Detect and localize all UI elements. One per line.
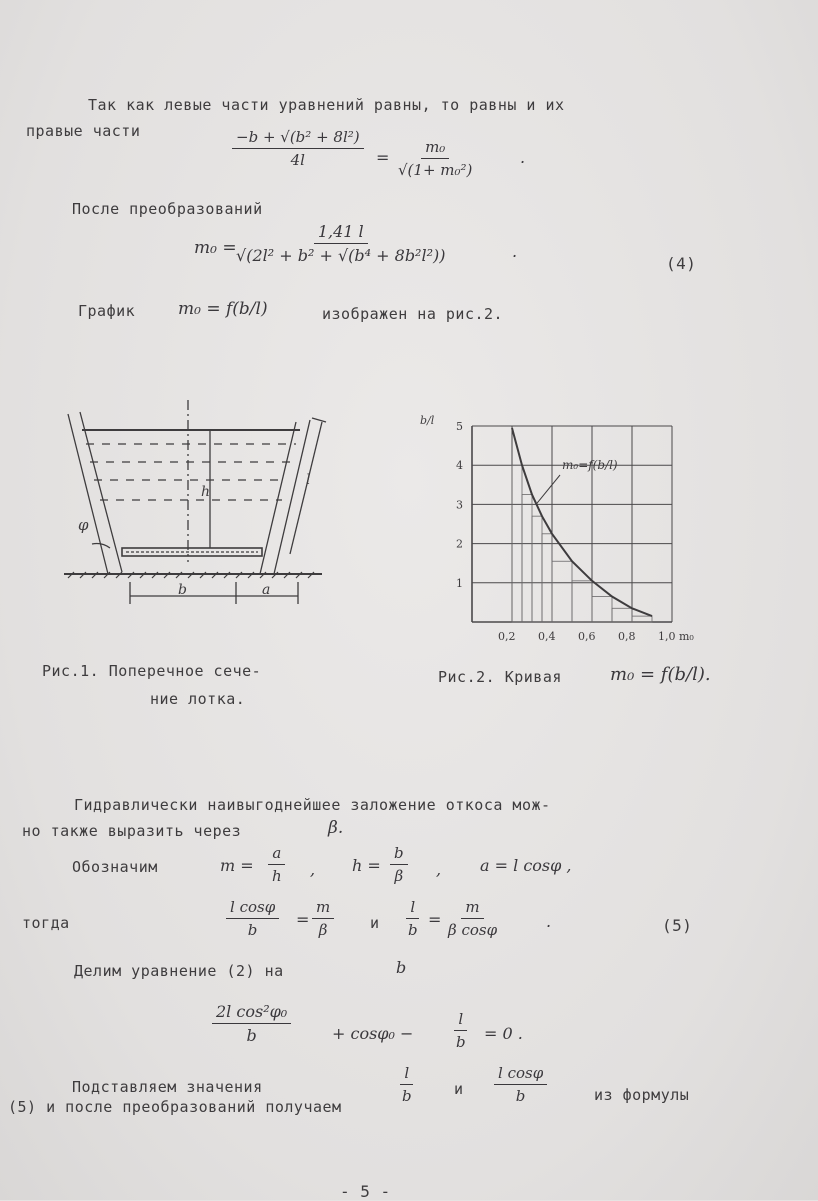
figure-1-caption: ние лотка. [150, 690, 246, 708]
y-axis-label: b/l [420, 414, 435, 427]
graph-formula: m₀ = f(b/l) [178, 299, 268, 319]
y-tick-label: 4 [456, 459, 463, 473]
x-tick-label: 0,2 [498, 630, 516, 643]
eq-div-middle: + cosφ₀ − [332, 1024, 414, 1043]
label-h: h [201, 484, 211, 500]
figure-2-caption-formula: m₀ = f(b/l). [610, 664, 711, 685]
figure-2-caption: Рис.2. Кривая [438, 668, 562, 686]
eq-div-fraction-2: $\frac{l}{b}$ [456, 1010, 466, 1051]
equation-4-lhs: m₀ = [194, 238, 237, 258]
page-number: - 5 - [340, 1182, 391, 1201]
label-l: l [306, 472, 311, 488]
paragraph-line: и [370, 914, 380, 932]
eq5-fraction-3: $\frac{l}{b}$ [408, 898, 418, 939]
x-tick-label: 0,4 [538, 630, 556, 643]
divide-b: b [396, 958, 407, 977]
label-b: b [178, 582, 187, 598]
paragraph-line: и [454, 1080, 464, 1098]
paragraph-line: Так как левые части уравнений равны, то равны и их [88, 96, 565, 114]
def-a: a = l cosφ , [480, 856, 572, 875]
def-m-fraction: $\frac{a}{h}$ [268, 844, 286, 885]
eq-div-fraction-1: $\frac{\text{2l cos²φ₀}}{b}$ [212, 1002, 291, 1045]
def-h-fraction: $\frac{b}{\beta}$ [390, 844, 408, 885]
curve-label-leader [536, 475, 560, 504]
label-a: a [262, 582, 271, 598]
equals-sign: = [376, 148, 390, 167]
figure-2-chart [410, 408, 694, 644]
paragraph-line: (5) и после преобразований получаем [8, 1098, 342, 1116]
equation-period: . [546, 912, 552, 931]
def-h-lhs: h = [352, 856, 381, 875]
chart-step-box [612, 608, 632, 622]
equals-sign: = [428, 910, 442, 929]
equation-period: . [512, 242, 518, 261]
paragraph-line: Делим уравнение (2) на [74, 962, 284, 980]
equation-period: . [520, 148, 526, 167]
paragraph-line: Подставляем значения [72, 1078, 263, 1096]
chart-step-box [552, 561, 572, 622]
eq5-fraction-2: $\frac{m}{\beta}$ [312, 898, 334, 939]
x-tick-label: 0,6 [578, 630, 596, 643]
paragraph-line: но также выразить через [22, 822, 242, 840]
chart-series-line [512, 428, 652, 616]
subst-fraction-1: $\frac{l}{b}$ [402, 1064, 412, 1105]
paragraph-line: График [78, 302, 136, 320]
x-tick-label: 1,0 m₀ [658, 630, 694, 643]
paragraph-line: Обозначим [72, 858, 158, 876]
paragraph-line: правые части [26, 122, 141, 140]
y-tick-label: 5 [456, 420, 463, 433]
chart-step-box [632, 616, 652, 622]
figure-1-caption: Рис.1. Поперечное сече- [42, 662, 262, 680]
paragraph-line: тогда [22, 914, 70, 932]
chart-step-box [522, 495, 532, 622]
y-tick-label: 2 [456, 537, 463, 551]
eq5-fraction-4: $\frac{m}{\text{β cosφ}}$ [448, 898, 498, 939]
paragraph-line: изображен на рис.2. [322, 305, 504, 323]
chart-step-box [532, 516, 542, 622]
eq5-fraction-1: $\frac{\text{l cosφ}}{b}$ [226, 898, 279, 939]
equation-number: (5) [662, 916, 693, 935]
chart-step-box [542, 534, 552, 622]
curve-label: m₀=f(b/l) [562, 458, 618, 473]
equation-lhs: $\frac{\text{−b + √(b² + 8l²)}}{4l}$ [232, 128, 364, 169]
subst-fraction-2: $\frac{\text{l cosφ}}{b}$ [494, 1064, 547, 1105]
chart-step-box [592, 597, 612, 622]
figure-1-cross-section [60, 392, 340, 622]
paragraph-line: Гидравлически наивыгоднейшее заложение откоса мож- [74, 796, 551, 814]
label-phi: φ [78, 516, 89, 534]
chart-step-box [572, 581, 592, 622]
equation-rhs: $\frac{\text{m₀}}{\text{√(1+ m₀²)}}$ [398, 138, 473, 179]
equation-4-fraction: $\frac{1,41 l}{\text{√(2l² + b² + √(b⁴ + 8b²l²))}}$ [236, 222, 446, 265]
def-m-lhs: m = [220, 856, 254, 875]
beta-symbol: β. [328, 818, 344, 838]
paragraph-line: После преобразований [72, 200, 263, 218]
chart-ticks [456, 420, 694, 643]
eq-div-end: = 0 . [484, 1024, 523, 1043]
paragraph-line: из формулы [594, 1086, 690, 1104]
y-tick-label: 1 [456, 576, 463, 590]
comma: , [310, 860, 316, 879]
comma: , [436, 860, 442, 879]
y-tick-label: 3 [456, 498, 463, 512]
equals-sign: = [296, 910, 310, 929]
x-tick-label: 0,8 [618, 630, 636, 643]
equation-number: (4) [666, 254, 697, 273]
